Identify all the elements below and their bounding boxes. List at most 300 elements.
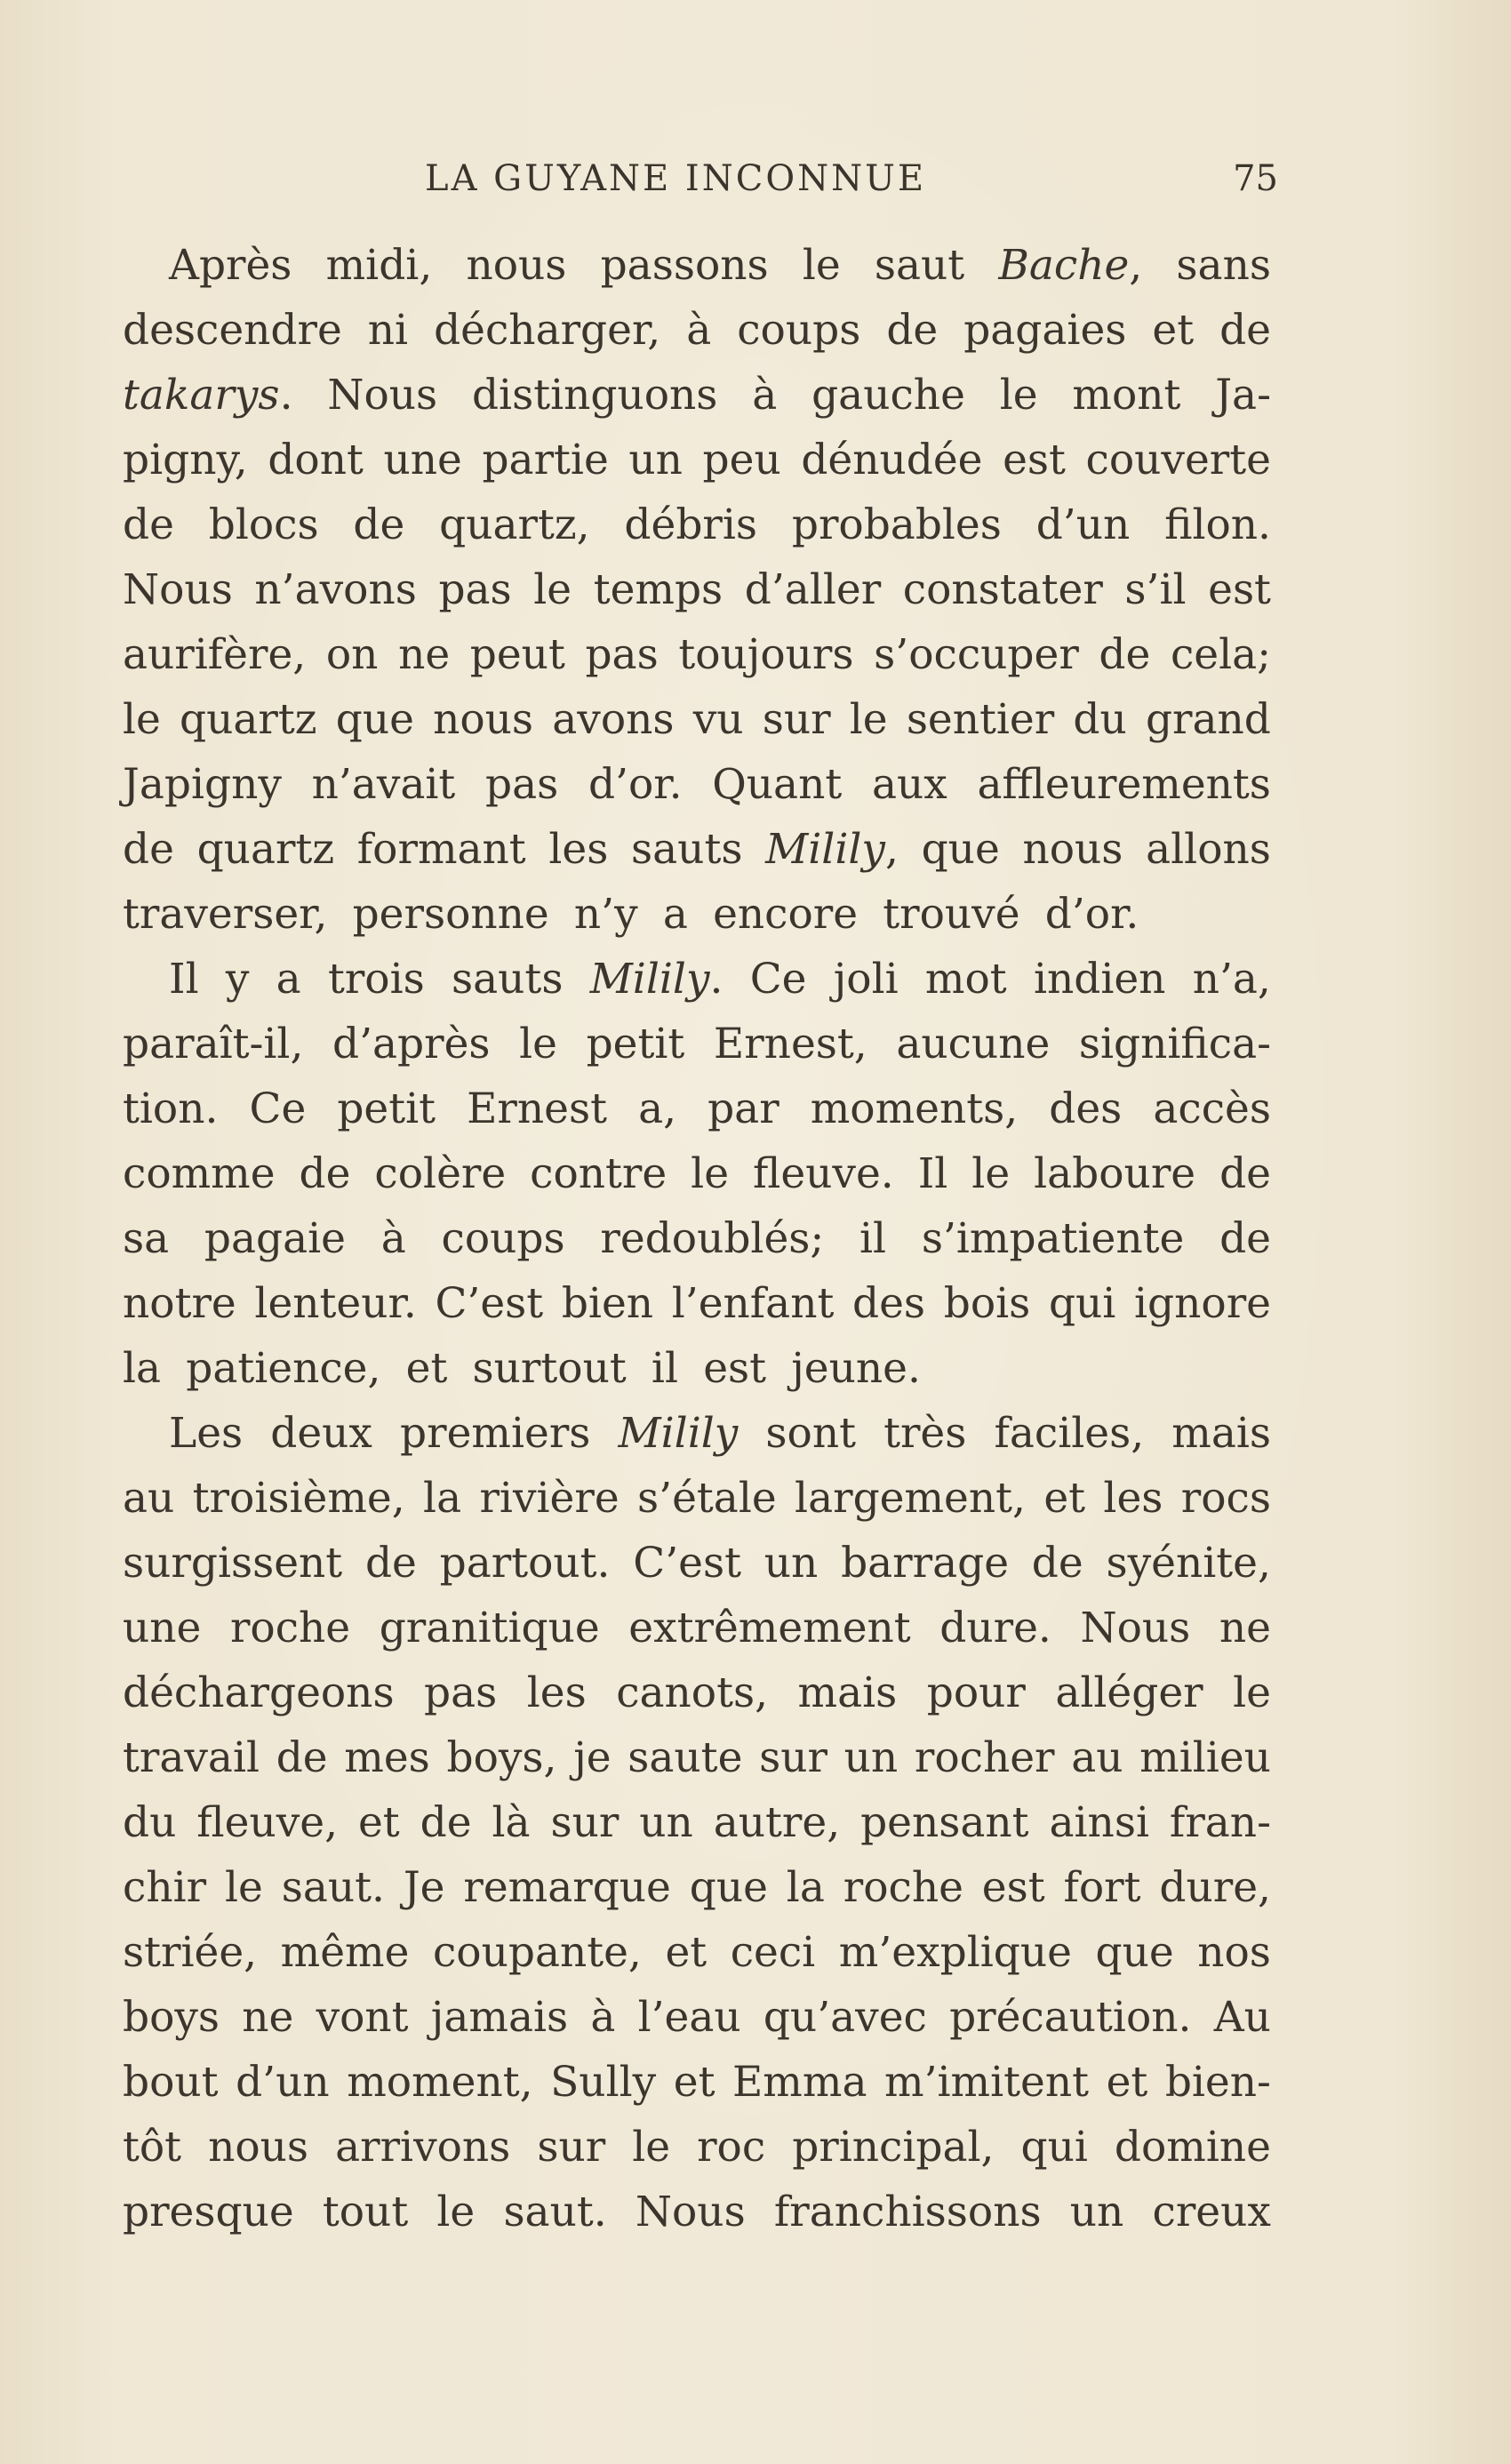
word: le (691, 1149, 730, 1198)
word: Ja- (1215, 371, 1271, 420)
word: pour (926, 1668, 1026, 1717)
word: sur (550, 1798, 620, 1847)
word: autre, (713, 1798, 841, 1847)
text-line (123, 1271, 1271, 1336)
word: le (849, 695, 888, 744)
word: Ernest (467, 1084, 607, 1133)
word: de (353, 500, 405, 549)
word: n’a, (1192, 955, 1271, 1004)
word: quartz (196, 825, 335, 874)
word: et (1152, 306, 1195, 355)
word: est (1003, 436, 1066, 484)
word: travail (123, 1733, 260, 1782)
word: les (1103, 1474, 1163, 1523)
word: des (1049, 1084, 1123, 1133)
word: le (533, 565, 572, 614)
word: coups (441, 1214, 565, 1263)
word: et (357, 1798, 400, 1847)
word: sentier (906, 695, 1055, 744)
word: roc (697, 2123, 766, 2172)
word: de (886, 306, 939, 355)
word: grand (1145, 695, 1271, 744)
word: s’occuper (874, 630, 1079, 679)
word: pagaie (204, 1214, 346, 1263)
word: s’impatiente (921, 1214, 1185, 1263)
word: vont (316, 1993, 409, 2042)
word: un (1069, 2188, 1124, 2236)
word: dénudée (801, 436, 983, 484)
word: comme (123, 1149, 276, 1198)
word: Nous (1080, 1604, 1191, 1652)
word: franchissons (773, 2188, 1042, 2236)
word: là (492, 1798, 531, 1847)
word: Nous (327, 371, 438, 420)
word: creux (1152, 2188, 1271, 2236)
word: moment, (347, 2058, 533, 2107)
word: de (299, 1149, 351, 1198)
word: de (1031, 1539, 1083, 1588)
word: pas (438, 565, 512, 614)
word: indien (1033, 955, 1166, 1004)
word: Les (169, 1409, 244, 1458)
word: sauts (631, 825, 743, 874)
word: les (548, 825, 609, 874)
word: que (335, 695, 414, 744)
word: le (802, 241, 841, 290)
word: l’eau (637, 1993, 741, 2042)
text-line (123, 492, 1271, 557)
word: Japigny (123, 760, 282, 809)
word: je (573, 1733, 612, 1782)
word: accès (1153, 1084, 1271, 1133)
word: dure. (939, 1604, 1051, 1652)
word: affleurements (977, 760, 1271, 809)
word: colère (374, 1149, 507, 1198)
word: Emma (732, 2058, 867, 2107)
italic-word: Milily, (765, 825, 899, 874)
word: ceci (730, 1928, 816, 1977)
word: barrage (841, 1539, 1010, 1588)
word: remarque (463, 1863, 671, 1912)
word: quartz (180, 695, 317, 744)
word: pensant (860, 1798, 1029, 1847)
word: ne (242, 1993, 294, 2042)
word: temps (593, 565, 724, 614)
word: notre (123, 1279, 236, 1328)
word: Ce (749, 955, 807, 1004)
word: Sully (550, 2058, 657, 2107)
word: constater (902, 565, 1103, 614)
word: tion. (123, 1084, 219, 1133)
word: et (1106, 2058, 1148, 2107)
word: sont (765, 1409, 856, 1458)
word: la (786, 1863, 825, 1912)
word: a (662, 890, 688, 939)
word: faciles, (994, 1409, 1145, 1458)
word: bien (561, 1279, 654, 1328)
word: deux (270, 1409, 372, 1458)
italic-word: Milily (618, 1409, 739, 1458)
word: au (1071, 1733, 1123, 1782)
word: filon. (1164, 500, 1271, 549)
page-number: 75 (1233, 158, 1278, 199)
word: roche (843, 1863, 963, 1912)
word: n’avons (254, 565, 417, 614)
word: il (859, 1214, 887, 1263)
word: décharger, (434, 306, 661, 355)
word: descendre (123, 306, 342, 355)
text-line (123, 233, 1271, 298)
word: même (280, 1928, 410, 1977)
word: nous (466, 241, 567, 290)
word: rocs (1180, 1474, 1271, 1523)
word: Il (169, 955, 199, 1004)
word: trouvé (883, 890, 1020, 939)
word: sa (123, 1214, 170, 1263)
running-header (123, 158, 1278, 212)
word: sur (762, 695, 831, 744)
word: sur (759, 1733, 827, 1782)
word: extrêmement (628, 1604, 911, 1652)
word: et (665, 1928, 708, 1977)
word: d’un (1035, 500, 1131, 549)
word: peut (469, 630, 565, 679)
word: trois (327, 955, 425, 1004)
text-line (123, 1855, 1271, 1920)
word: saut. (281, 1863, 385, 1912)
text-line (123, 1725, 1271, 1790)
word: passons (600, 241, 769, 290)
word: de (1219, 1214, 1271, 1263)
word: rivière (479, 1474, 620, 1523)
word: partie (482, 436, 609, 484)
word: nous (1022, 825, 1123, 874)
text-line (123, 1401, 1271, 1466)
word: aurifère, (123, 630, 307, 679)
word: le (123, 695, 161, 744)
word: laboure (1034, 1149, 1196, 1198)
word: dure, (1159, 1863, 1271, 1912)
text-line (123, 2050, 1271, 2115)
word: bout (123, 2058, 219, 2107)
word: mont (1072, 371, 1181, 420)
word: pas (424, 1668, 498, 1717)
word: nous (208, 2123, 309, 2172)
word: et (1043, 1474, 1086, 1523)
word: bois (943, 1279, 1031, 1328)
word: nous (433, 695, 534, 744)
word: la (123, 1344, 162, 1393)
word: m’explique (838, 1928, 1072, 1977)
word: quartz, (439, 500, 590, 549)
word: coups (737, 306, 861, 355)
word: un (763, 1539, 819, 1588)
word: pagaies (963, 306, 1127, 355)
word: cela; (1170, 630, 1271, 679)
text-line (123, 2180, 1271, 2244)
word: distinguons (471, 371, 718, 420)
word: précaution. (949, 1993, 1192, 2042)
word: Quant (712, 760, 843, 809)
word: d’or. (588, 760, 683, 809)
word: mes (344, 1733, 430, 1782)
word: paraît-il, (123, 1020, 304, 1068)
word: Ce (249, 1084, 307, 1133)
word: et (405, 1344, 448, 1393)
word: blocs (208, 500, 319, 549)
word: ignore (1134, 1279, 1271, 1328)
word: redoublés; (600, 1214, 825, 1263)
word: très (883, 1409, 967, 1458)
text-line (123, 1012, 1271, 1076)
text-line (123, 752, 1271, 817)
word: dont (268, 436, 364, 484)
word: tôt (123, 2123, 182, 2172)
word: ne (398, 630, 451, 679)
word: Je (403, 1863, 445, 1912)
word: de (123, 825, 174, 874)
word: mais (797, 1668, 898, 1717)
italic-word: Milily. (589, 955, 724, 1004)
text-line (123, 817, 1271, 882)
word: une (383, 436, 462, 484)
word: Après (169, 241, 292, 290)
text-line (123, 428, 1271, 492)
word: sauts (452, 955, 564, 1004)
word: saute (628, 1733, 743, 1782)
word: fort (1063, 1863, 1141, 1912)
word: de (420, 1798, 472, 1847)
word: pas (585, 630, 659, 679)
word: sans (1176, 241, 1271, 290)
text-line (123, 1466, 1271, 1531)
word: aux (871, 760, 947, 809)
word: encore (713, 890, 859, 939)
word: Au (1213, 1993, 1271, 2042)
word: ne (1219, 1604, 1271, 1652)
word: personne (352, 890, 549, 939)
italic-word: takarys. (123, 371, 293, 420)
word: ainsi (1049, 1798, 1149, 1847)
word: Nous (123, 565, 233, 614)
word: fleuve. (753, 1149, 894, 1198)
word: les (526, 1668, 587, 1717)
text-line (123, 1660, 1271, 1725)
word: toujours (678, 630, 854, 679)
word: C’est (633, 1539, 741, 1588)
word: m’imitent (884, 2058, 1090, 2107)
text-line (123, 1920, 1271, 1985)
word: que (689, 1863, 768, 1912)
word: l’enfant (671, 1279, 835, 1328)
text-line (123, 557, 1271, 622)
word: le (224, 1863, 263, 1912)
word: chir (123, 1863, 207, 1912)
word: est (703, 1344, 767, 1393)
word: d’or. (1044, 890, 1139, 939)
word: qu’avec (763, 1993, 927, 2042)
word: probables (791, 500, 1002, 549)
word: petit (586, 1020, 685, 1068)
running-title: LA GUYANE INCONNUE (425, 158, 927, 199)
word: saut (874, 241, 965, 290)
word: surgissent (123, 1539, 343, 1588)
word: qui (1020, 2123, 1088, 2172)
word: significa- (1078, 1020, 1271, 1068)
text-line (123, 1336, 1271, 1401)
word: lenteur. (254, 1279, 417, 1328)
word: surtout (472, 1344, 627, 1393)
word: granitique (379, 1604, 600, 1652)
word: des (852, 1279, 926, 1328)
word: jamais (430, 1993, 569, 2042)
word: n’avait (311, 760, 456, 809)
word: presque (123, 2188, 294, 2236)
word: bien- (1164, 2058, 1271, 2107)
word: le (1233, 1668, 1271, 1717)
word: C’est (435, 1279, 544, 1328)
text-line (123, 2115, 1271, 2180)
word: syénite, (1106, 1539, 1271, 1588)
word: arrivons (335, 2123, 511, 2172)
word: pigny, (123, 436, 248, 484)
text-line (123, 947, 1271, 1012)
word: à (380, 1214, 406, 1263)
word: moments, (810, 1084, 1019, 1133)
word: rocher (914, 1733, 1055, 1782)
text-line (123, 622, 1271, 687)
text-line (123, 363, 1271, 428)
word: fleuve, (196, 1798, 339, 1847)
text-line (123, 687, 1271, 752)
word: on (325, 630, 379, 679)
word: à (590, 1993, 616, 2042)
word: patience, (186, 1344, 381, 1393)
word: saut. (503, 2188, 607, 2236)
text-line (123, 882, 1271, 947)
word: domine (1114, 2123, 1271, 2172)
text-line (123, 1790, 1271, 1855)
word: un (843, 1733, 899, 1782)
word: midi, (325, 241, 433, 290)
word: à (686, 306, 712, 355)
word: a (276, 955, 301, 1004)
word: alléger (1055, 1668, 1203, 1717)
word: allons (1146, 825, 1271, 874)
word: canots, (616, 1668, 769, 1717)
italic-word: Bache, (998, 241, 1143, 290)
word: premiers (400, 1409, 591, 1458)
word: avons (552, 695, 675, 744)
word: de (123, 500, 174, 549)
word: et (673, 2058, 716, 2107)
word: mot (924, 955, 1007, 1004)
word: à (752, 371, 778, 420)
word: la (423, 1474, 462, 1523)
word: jeune. (791, 1344, 921, 1393)
word: un (628, 436, 683, 484)
word: débris (624, 500, 758, 549)
text-line (123, 1596, 1271, 1660)
word: que (1095, 1928, 1174, 1977)
word: un (639, 1798, 693, 1847)
word: qui (1048, 1279, 1116, 1328)
word: le (999, 371, 1038, 420)
word: boys (123, 1993, 220, 2042)
word: Nous (635, 2188, 746, 2236)
body-text (123, 233, 1271, 2244)
word: a, (638, 1084, 677, 1133)
word: peu (702, 436, 781, 484)
word: le (519, 1020, 557, 1068)
word: il (651, 1344, 678, 1393)
word: par (708, 1084, 779, 1133)
word: de (1219, 306, 1271, 355)
text-line (123, 1985, 1271, 2050)
text-line (123, 298, 1271, 363)
word: déchargeons (123, 1668, 395, 1717)
word: est (1208, 565, 1271, 614)
word: milieu (1139, 1733, 1271, 1782)
word: de (364, 1539, 417, 1588)
word: une (123, 1604, 202, 1652)
word: le (971, 1149, 1011, 1198)
word: ni (367, 306, 409, 355)
word: le (632, 2123, 671, 2172)
word: gauche (811, 371, 965, 420)
word: nos (1197, 1928, 1271, 1977)
word: du (1073, 695, 1127, 744)
word: contre (530, 1149, 668, 1198)
word: couverte (1085, 436, 1271, 484)
word: de (276, 1733, 328, 1782)
word: aucune (896, 1020, 1051, 1068)
word: d’aller (744, 565, 882, 614)
word: troisième, (192, 1474, 405, 1523)
word: de (1219, 1149, 1271, 1198)
word: d’un (236, 2058, 330, 2107)
word: mais (1171, 1409, 1271, 1458)
word: au (123, 1474, 175, 1523)
word: striée, (123, 1928, 258, 1977)
word: le (436, 2188, 476, 2236)
word: vu (692, 695, 744, 744)
word: roche (229, 1604, 351, 1652)
word: Il (917, 1149, 948, 1198)
word: partout. (439, 1539, 611, 1588)
word: sur (537, 2123, 606, 2172)
word: s’étale (637, 1474, 777, 1523)
word: joli (833, 955, 899, 1004)
text-line (123, 1141, 1271, 1206)
word: de (1099, 630, 1151, 679)
word: que (921, 825, 1000, 874)
word: principal, (792, 2123, 995, 2172)
word: pas (485, 760, 559, 809)
word: n’y (573, 890, 638, 939)
word: du (123, 1798, 177, 1847)
text-line (123, 1076, 1271, 1141)
word: traverser, (123, 890, 328, 939)
word: coupante, (432, 1928, 642, 1977)
word: s’il (1124, 565, 1187, 614)
word: boys, (446, 1733, 557, 1782)
word: largement, (795, 1474, 1026, 1523)
word: tout (322, 2188, 409, 2236)
text-line (123, 1531, 1271, 1596)
word: y (225, 955, 250, 1004)
word: d’après (332, 1020, 491, 1068)
